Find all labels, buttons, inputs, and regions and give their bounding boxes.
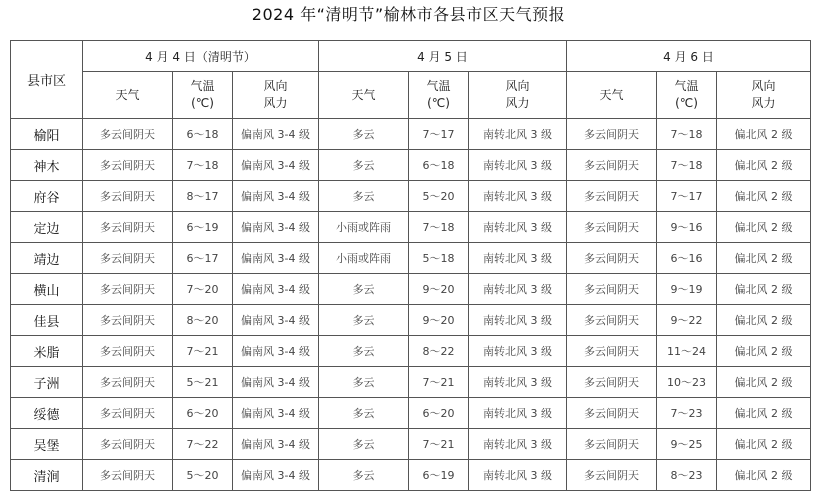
county-column-header: 县市区: [11, 41, 83, 119]
table-row: [11, 212, 811, 243]
day3-wind-cell: 偏北风 2 级: [717, 212, 811, 243]
county-name: 横山: [11, 274, 83, 305]
table-row: [11, 305, 811, 336]
day3-wind-cell: 偏北风 2 级: [717, 367, 811, 398]
day2-weather-cell: 多云: [319, 429, 409, 460]
day1-wind-cell: 偏南风 3-4 级: [233, 212, 319, 243]
county-name: 佳县: [11, 305, 83, 336]
day1-weather-cell: 多云间阴天: [83, 181, 173, 212]
day2-weather-cell: 多云: [319, 367, 409, 398]
day1-wind-cell: 偏南风 3-4 级: [233, 460, 319, 491]
county-name: 榆阳: [11, 119, 83, 150]
day1-wind-cell: 偏南风 3-4 级: [233, 398, 319, 429]
day3-weather-cell: 多云间阴天: [567, 367, 657, 398]
day3-temp-cell: 9～19: [657, 274, 717, 305]
temperature-label: 气温: [426, 79, 451, 93]
day3-temp-cell: 7～23: [657, 398, 717, 429]
day2-temp-cell: 5～20: [409, 181, 469, 212]
day1-temp-cell: 7～21: [173, 336, 233, 367]
day2-wind-cell: 南转北风 3 级: [469, 429, 567, 460]
wind-column-header: [469, 72, 567, 119]
day3-temp-cell: 10～23: [657, 367, 717, 398]
day2-wind-cell: 南转北风 3 级: [469, 460, 567, 491]
day2-weather-cell: 多云: [319, 119, 409, 150]
day2-wind-cell: 南转北风 3 级: [469, 150, 567, 181]
day3-weather-cell: 多云间阴天: [567, 181, 657, 212]
day2-weather-cell: 多云: [319, 150, 409, 181]
day3-wind-cell: 偏北风 2 级: [717, 150, 811, 181]
day1-weather-cell: 多云间阴天: [83, 212, 173, 243]
day1-temp-cell: 7～22: [173, 429, 233, 460]
wind-force-label: 风力: [263, 96, 288, 110]
day3-temp-cell: 9～16: [657, 212, 717, 243]
day3-date-header: 4 月 6 日: [567, 41, 811, 72]
day2-weather-cell: 多云: [319, 398, 409, 429]
day2-weather-cell: 多云: [319, 274, 409, 305]
day1-temp-cell: 5～20: [173, 460, 233, 491]
page-title: 2024 年“清明节”榆林市各县市区天气预报: [251, 5, 566, 24]
day1-wind-cell: 偏南风 3-4 级: [233, 429, 319, 460]
weather-column-header: 天气: [319, 72, 409, 119]
day2-wind-cell: 南转北风 3 级: [469, 336, 567, 367]
day1-weather-cell: 多云间阴天: [83, 398, 173, 429]
day2-wind-cell: 南转北风 3 级: [469, 305, 567, 336]
day2-temp-cell: 6～18: [409, 150, 469, 181]
day3-wind-cell: 偏北风 2 级: [717, 305, 811, 336]
temperature-label: 气温: [674, 79, 699, 93]
day1-weather-cell: 多云间阴天: [83, 336, 173, 367]
table-row: [11, 429, 811, 460]
day3-weather-cell: 多云间阴天: [567, 429, 657, 460]
county-name: 清涧: [11, 460, 83, 491]
day1-wind-cell: 偏南风 3-4 级: [233, 336, 319, 367]
wind-direction-label: 风向: [505, 79, 530, 93]
wind-force-label: 风力: [505, 96, 530, 110]
table-row: [11, 119, 811, 150]
day3-wind-cell: 偏北风 2 级: [717, 460, 811, 491]
day2-weather-cell: 小雨或阵雨: [319, 243, 409, 274]
temperature-column-header: [409, 72, 469, 119]
wind-direction-label: 风向: [263, 79, 288, 93]
temperature-unit: (℃): [427, 96, 450, 110]
day1-temp-cell: 5～21: [173, 367, 233, 398]
day3-wind-cell: 偏北风 2 级: [717, 181, 811, 212]
day1-wind-cell: 偏南风 3-4 级: [233, 367, 319, 398]
county-name: 吴堡: [11, 429, 83, 460]
day2-wind-cell: 南转北风 3 级: [469, 398, 567, 429]
day2-temp-cell: 7～18: [409, 212, 469, 243]
day1-weather-cell: 多云间阴天: [83, 429, 173, 460]
day1-wind-cell: 偏南风 3-4 级: [233, 119, 319, 150]
wind-column-header: [233, 72, 319, 119]
wind-column-header: [717, 72, 811, 119]
table-row: [11, 336, 811, 367]
day3-temp-cell: 9～22: [657, 305, 717, 336]
day3-wind-cell: 偏北风 2 级: [717, 243, 811, 274]
day3-temp-cell: 8～23: [657, 460, 717, 491]
day1-temp-cell: 6～18: [173, 119, 233, 150]
day3-weather-cell: 多云间阴天: [567, 398, 657, 429]
day3-temp-cell: 7～18: [657, 119, 717, 150]
day2-temp-cell: 7～17: [409, 119, 469, 150]
day1-weather-cell: 多云间阴天: [83, 367, 173, 398]
day3-weather-cell: 多云间阴天: [567, 274, 657, 305]
day1-temp-cell: 8～17: [173, 181, 233, 212]
day3-temp-cell: 9～25: [657, 429, 717, 460]
day1-weather-cell: 多云间阴天: [83, 274, 173, 305]
table-row: [11, 398, 811, 429]
day3-weather-cell: 多云间阴天: [567, 150, 657, 181]
day2-weather-cell: 多云: [319, 460, 409, 491]
table-row: [11, 367, 811, 398]
day2-temp-cell: 6～19: [409, 460, 469, 491]
day3-weather-cell: 多云间阴天: [567, 119, 657, 150]
day2-temp-cell: 9～20: [409, 305, 469, 336]
table-row: [11, 460, 811, 491]
day3-wind-cell: 偏北风 2 级: [717, 119, 811, 150]
day1-wind-cell: 偏南风 3-4 级: [233, 181, 319, 212]
forecast-table: [10, 40, 811, 491]
day1-weather-cell: 多云间阴天: [83, 119, 173, 150]
weather-column-header: 天气: [567, 72, 657, 119]
county-name: 子洲: [11, 367, 83, 398]
day1-wind-cell: 偏南风 3-4 级: [233, 274, 319, 305]
day2-weather-cell: 多云: [319, 305, 409, 336]
temperature-column-header: [657, 72, 717, 119]
day2-wind-cell: 南转北风 3 级: [469, 119, 567, 150]
weather-column-header: 天气: [83, 72, 173, 119]
day2-weather-cell: 多云: [319, 336, 409, 367]
day1-temp-cell: 6～20: [173, 398, 233, 429]
county-name: 米脂: [11, 336, 83, 367]
day1-weather-cell: 多云间阴天: [83, 150, 173, 181]
day2-temp-cell: 5～18: [409, 243, 469, 274]
day2-wind-cell: 南转北风 3 级: [469, 367, 567, 398]
day3-temp-cell: 7～18: [657, 150, 717, 181]
day1-wind-cell: 偏南风 3-4 级: [233, 150, 319, 181]
temperature-label: 气温: [190, 79, 215, 93]
table-row: [11, 243, 811, 274]
day3-weather-cell: 多云间阴天: [567, 212, 657, 243]
day1-weather-cell: 多云间阴天: [83, 305, 173, 336]
temperature-unit: (℃): [191, 96, 214, 110]
county-name: 绥德: [11, 398, 83, 429]
table-row: [11, 150, 811, 181]
temperature-column-header: [173, 72, 233, 119]
day2-temp-cell: 7～21: [409, 429, 469, 460]
day3-weather-cell: 多云间阴天: [567, 460, 657, 491]
day2-wind-cell: 南转北风 3 级: [469, 274, 567, 305]
day1-temp-cell: 7～20: [173, 274, 233, 305]
county-name: 靖边: [11, 243, 83, 274]
day3-wind-cell: 偏北风 2 级: [717, 429, 811, 460]
day3-temp-cell: 7～17: [657, 181, 717, 212]
day2-wind-cell: 南转北风 3 级: [469, 243, 567, 274]
day1-temp-cell: 6～19: [173, 212, 233, 243]
table-row: [11, 274, 811, 305]
day1-wind-cell: 偏南风 3-4 级: [233, 305, 319, 336]
day2-wind-cell: 南转北风 3 级: [469, 212, 567, 243]
day3-wind-cell: 偏北风 2 级: [717, 336, 811, 367]
day2-weather-cell: 多云: [319, 181, 409, 212]
day3-temp-cell: 6～16: [657, 243, 717, 274]
day1-wind-cell: 偏南风 3-4 级: [233, 243, 319, 274]
day1-weather-cell: 多云间阴天: [83, 460, 173, 491]
day1-temp-cell: 8～20: [173, 305, 233, 336]
day1-date-header: 4 月 4 日（清明节）: [83, 41, 319, 72]
day2-temp-cell: 7～21: [409, 367, 469, 398]
day3-weather-cell: 多云间阴天: [567, 243, 657, 274]
county-name: 定边: [11, 212, 83, 243]
wind-force-label: 风力: [751, 96, 776, 110]
table-row: [11, 181, 811, 212]
day3-temp-cell: 11～24: [657, 336, 717, 367]
day3-weather-cell: 多云间阴天: [567, 336, 657, 367]
day1-temp-cell: 7～18: [173, 150, 233, 181]
day2-weather-cell: 小雨或阵雨: [319, 212, 409, 243]
day3-weather-cell: 多云间阴天: [567, 305, 657, 336]
wind-direction-label: 风向: [751, 79, 776, 93]
temperature-unit: (℃): [675, 96, 698, 110]
day1-weather-cell: 多云间阴天: [83, 243, 173, 274]
county-name: 神木: [11, 150, 83, 181]
day3-wind-cell: 偏北风 2 级: [717, 274, 811, 305]
day3-wind-cell: 偏北风 2 级: [717, 398, 811, 429]
day2-temp-cell: 8～22: [409, 336, 469, 367]
day2-temp-cell: 9～20: [409, 274, 469, 305]
county-name: 府谷: [11, 181, 83, 212]
day1-temp-cell: 6～17: [173, 243, 233, 274]
day2-date-header: 4 月 5 日: [319, 41, 567, 72]
day2-wind-cell: 南转北风 3 级: [469, 181, 567, 212]
day2-temp-cell: 6～20: [409, 398, 469, 429]
